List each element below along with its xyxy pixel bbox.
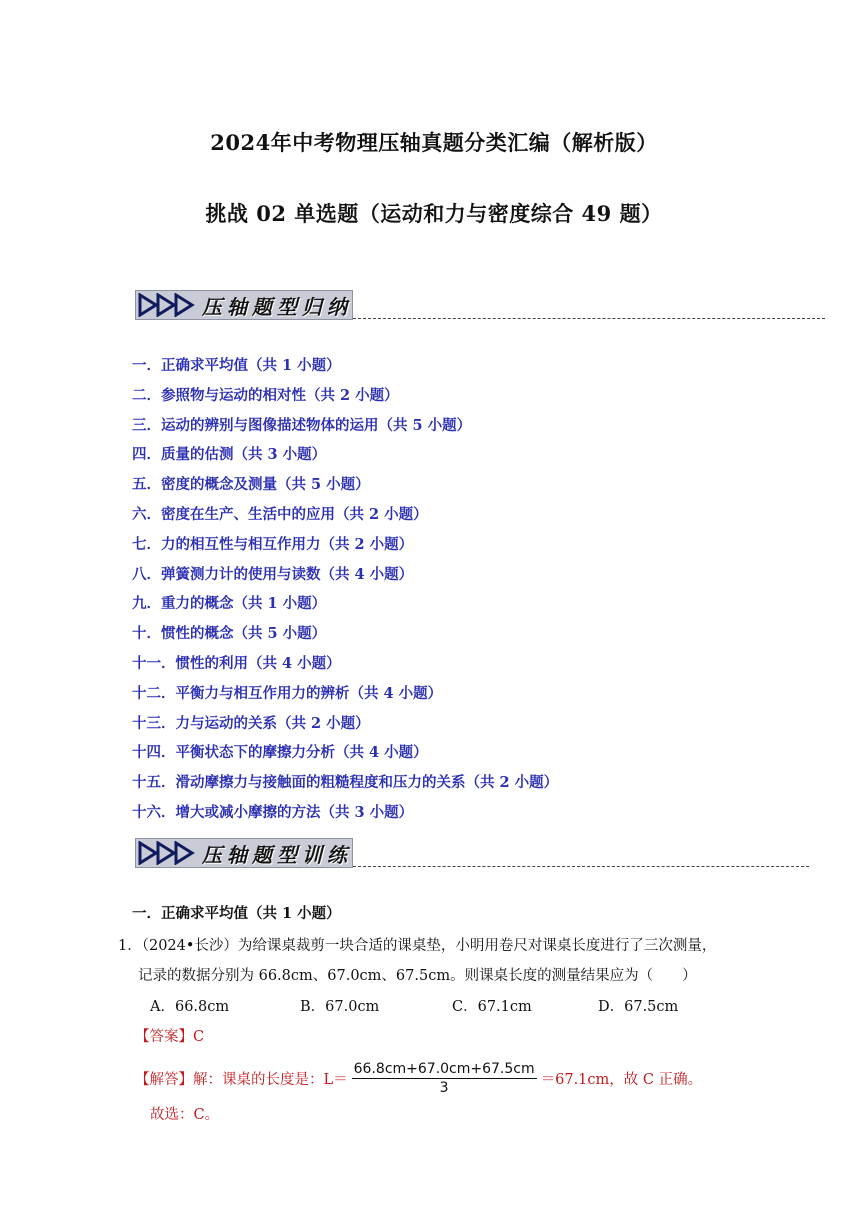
toc-item[interactable]: 一．正确求平均值（共 1 小题）	[132, 357, 341, 374]
fraction-denominator: 3	[439, 1080, 449, 1096]
question-line: 1．（2024•长沙）为给课桌裁剪一块合适的课桌垫，小明用卷尺对课桌长度进行了三次测量，	[118, 938, 717, 954]
explanation-line	[135, 1061, 702, 1096]
triple-arrow-icon	[138, 841, 198, 865]
toc-item[interactable]: 十一．惯性的利用（共 4 小题）	[132, 654, 341, 672]
option-a: A．66.8cm	[150, 999, 230, 1015]
toc-item[interactable]: 十三．力与运动的关系（共 2 小题）	[132, 714, 370, 732]
banner-label: 压轴题型训练	[202, 842, 352, 867]
toc-item[interactable]: 九．重力的概念（共 1 小题）	[132, 595, 327, 613]
option-c: C．67.1cm	[452, 999, 532, 1015]
toc-item[interactable]: 十五．滑动摩擦力与接触面的粗糙程度和压力的关系（共 2 小题）	[132, 774, 559, 792]
toc-item[interactable]: 十二．平衡力与相互作用力的辨析（共 4 小题）	[132, 684, 443, 702]
option-b: B．67.0cm	[300, 999, 380, 1015]
dashed-divider	[353, 866, 809, 867]
toc-item[interactable]: 三．运动的辨别与图像描述物体的运用（共 5 小题）	[132, 416, 472, 434]
dashed-divider	[353, 318, 825, 319]
triple-arrow-icon	[138, 293, 198, 317]
conclusion-line: 故选：C。	[150, 1107, 220, 1123]
explanation-suffix: ＝67.1cm，故 C 正确。	[540, 1072, 703, 1088]
toc-item[interactable]: 四．质量的估测（共 3 小题）	[132, 446, 327, 464]
toc-item[interactable]: 二．参照物与运动的相对性（共 2 小题）	[132, 386, 399, 404]
toc-item[interactable]: 十四．平衡状态下的摩擦力分析（共 4 小题）	[132, 744, 428, 762]
section-banner-summary	[135, 290, 825, 322]
fraction-numerator: 66.8cm+67.0cm+67.5cm	[353, 1061, 535, 1077]
banner-tag	[135, 838, 353, 868]
option-d: D．67.5cm	[598, 999, 679, 1015]
toc-item[interactable]: 八．弹簧测力计的使用与读数（共 4 小题）	[132, 565, 414, 583]
banner-label: 压轴题型归纳	[202, 294, 352, 319]
banner-tag	[135, 290, 353, 320]
question-line: 记录的数据分别为 66.8cm、67.0cm、67.5cm。则课桌长度的测量结果应为（ ）	[138, 968, 697, 984]
toc-item[interactable]: 五．密度的概念及测量（共 5 小题）	[132, 476, 370, 494]
section-banner-training	[135, 838, 809, 870]
answer-line: 【答案】C	[135, 1029, 205, 1045]
explanation-prefix: 【解答】解：课桌的长度是：L＝	[135, 1072, 348, 1088]
toc-item[interactable]: 七．力的相互性与相互作用力（共 2 小题）	[132, 535, 414, 553]
document-title: 2024年中考物理压轴真题分类汇编（解析版）	[210, 130, 658, 155]
document-subtitle: 挑战 02 单选题（运动和力与密度综合 49 题）	[205, 201, 663, 226]
table-of-contents	[132, 351, 558, 828]
section-heading: 一．正确求平均值（共 1 小题）	[132, 905, 341, 922]
average-fraction	[352, 1061, 537, 1096]
toc-item[interactable]: 十六．增大或减小摩擦的方法（共 3 小题）	[132, 803, 414, 821]
toc-item[interactable]: 六．密度在生产、生活中的应用（共 2 小题）	[132, 505, 428, 523]
toc-item[interactable]: 十．惯性的概念（共 5 小题）	[132, 625, 327, 643]
